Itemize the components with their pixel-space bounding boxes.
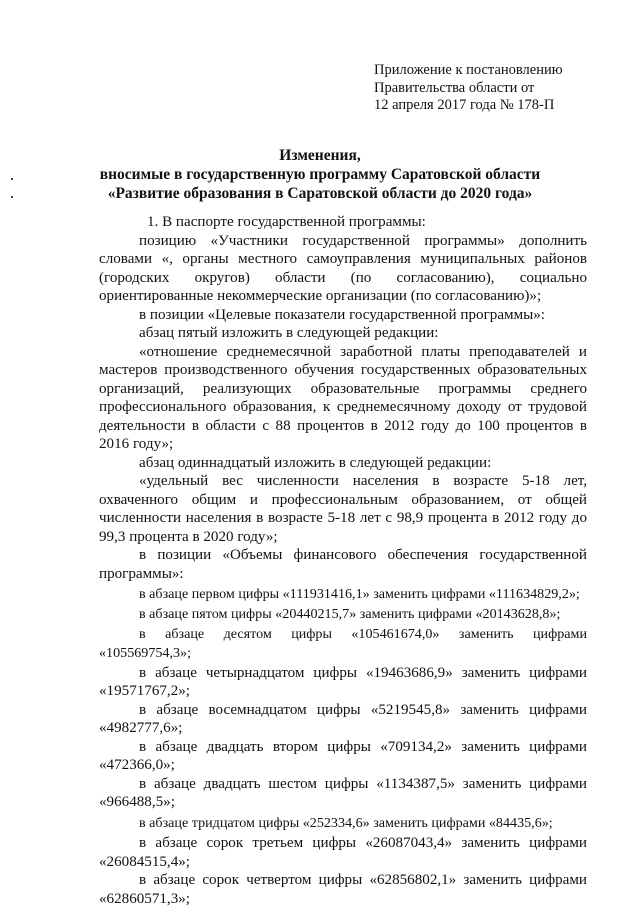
title-line-2: вносимые в государственную программу Саратовской области [99, 166, 541, 183]
paragraph: «отношение среднемесячной заработной платы преподавателей и мастеров производственного обучения государственных образовательных организаций, реализующих образовательные программы среднего профессионального образования, к среднемесячному доходу от трудовой деятельности в области с 88 процентов в 2012 году до 100 процентов в 2016 году»; [99, 343, 587, 452]
scan-mark [11, 196, 13, 198]
paragraph: позицию «Участники государственной программы» дополнить словами «, органы местного самоуправления муниципальных районов (городских округов) области (по согласованию), социально ориентированные некоммерческие организации (по согласованию)»; [99, 232, 587, 304]
paragraph: в абзаце восемнадцатом цифры «5219545,8» заменить цифрами «4982777,6»; [99, 701, 587, 737]
paragraph: абзац одиннадцатый изложить в следующей редакции: [139, 454, 492, 471]
paragraph: в абзаце сорок четвертом цифры «62856802,1» заменить цифрами «62860571,3»; [99, 872, 587, 907]
approval-stamp [374, 62, 563, 115]
paragraph: в абзаце двадцать втором цифры «709134,2» заменить цифрами «472366,0»; [99, 738, 587, 774]
paragraph: в абзаце четырнадцатом цифры «19463686,9» заменить цифрами «19571767,2»; [99, 664, 587, 700]
title-line-1: Изменения, [279, 147, 361, 164]
paragraph: в абзаце десятом цифры «105461674,0» заменить цифрами «105569754,3»; [99, 626, 587, 661]
approval-line-1: Приложение к постановлению [374, 62, 563, 78]
scan-mark [11, 178, 13, 180]
paragraph: абзац пятый изложить в следующей редакции: [139, 325, 439, 341]
paragraph: в абзаце пятом цифры «20440215,7» заменить цифрами «20143628,8»; [139, 606, 561, 623]
paragraph: в абзаце тридцатом цифры «252334,6» заменить цифрами «84435,6»; [139, 814, 553, 831]
document-title [60, 146, 580, 203]
paragraph: в абзаце двадцать шестом цифры «1134387,5» заменить цифрами «966488,5»; [99, 775, 587, 811]
paragraph: в абзаце первом цифры «111931416,1» заменить цифрами «111634829,2»; [139, 586, 580, 602]
paragraph: 1. В паспорте государственной программы: [147, 214, 426, 230]
approval-line-2: Правительства области от [374, 79, 535, 96]
approval-line-3: 12 апреля 2017 года № 178-П [374, 97, 555, 113]
paragraph: «удельный вес численности населения в возрасте 5-18 лет, охваченного общим и профессиональным образованием, от общей численности населения в возрасте 5-18 лет с 98,9 процента в 2012 году до 99,3 процента в 2020 году»; [99, 473, 587, 545]
paragraph: в позиции «Объемы финансового обеспечения государственной программы»: [99, 547, 587, 582]
paragraph: в абзаце сорок третьем цифры «26087043,4» заменить цифрами «26084515,4»; [99, 835, 587, 870]
document-body [99, 213, 587, 908]
title-line-3: «Развитие образования в Саратовской области до 2020 года» [107, 185, 533, 202]
paragraph: в позиции «Целевые показатели государственной программы»: [139, 306, 546, 323]
